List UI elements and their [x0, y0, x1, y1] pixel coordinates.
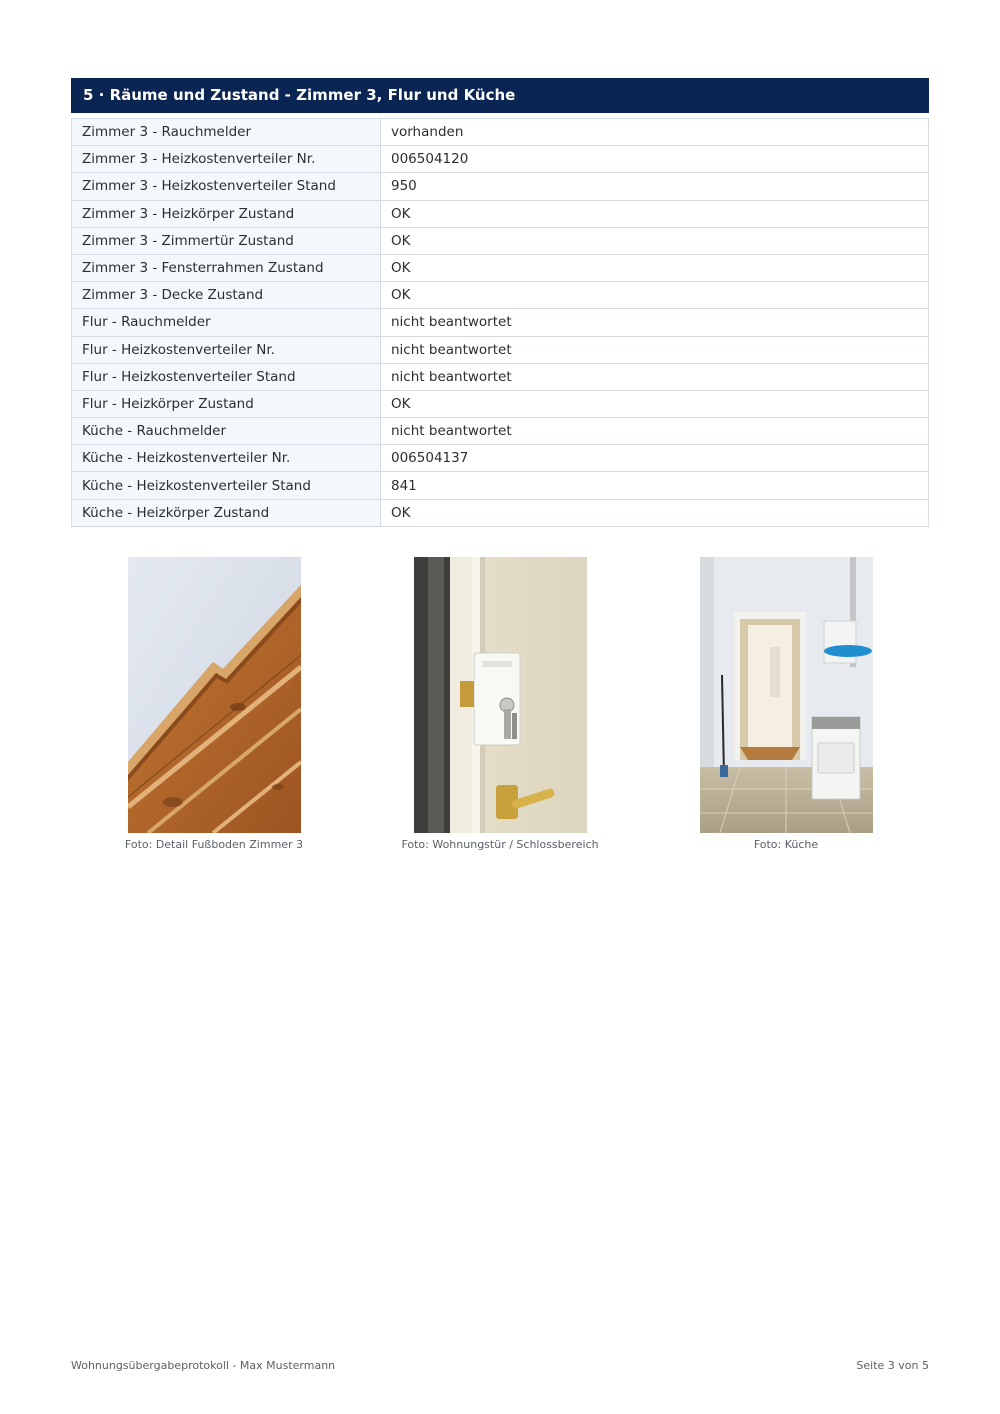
table-row	[72, 418, 929, 445]
row-value: OK	[381, 282, 929, 309]
row-value: 950	[381, 173, 929, 200]
row-value: nicht beantwortet	[381, 418, 929, 445]
photo-floor-detail	[71, 557, 357, 851]
table-row	[72, 472, 929, 499]
table-row	[72, 499, 929, 526]
photo-kitchen	[643, 557, 929, 851]
row-value: 006504137	[381, 445, 929, 472]
condition-table	[71, 118, 929, 527]
table-row	[72, 282, 929, 309]
table-row	[72, 336, 929, 363]
row-label: Zimmer 3 - Fensterrahmen Zustand	[72, 254, 381, 281]
door-lock-photo	[414, 557, 587, 833]
photo-door-lock	[357, 557, 643, 851]
section-title: 5 · Räume und Zustand - Zimmer 3, Flur und Küche	[71, 78, 929, 113]
row-label: Flur - Rauchmelder	[72, 309, 381, 336]
table-row	[72, 390, 929, 417]
row-value: OK	[381, 227, 929, 254]
table-row	[72, 173, 929, 200]
row-value: nicht beantwortet	[381, 309, 929, 336]
floor-photo	[128, 557, 301, 833]
row-label: Zimmer 3 - Decke Zustand	[72, 282, 381, 309]
row-label: Küche - Heizkostenverteiler Nr.	[72, 445, 381, 472]
row-label: Küche - Rauchmelder	[72, 418, 381, 445]
row-label: Küche - Heizkostenverteiler Stand	[72, 472, 381, 499]
row-label: Flur - Heizkörper Zustand	[72, 390, 381, 417]
row-value: OK	[381, 499, 929, 526]
row-value: nicht beantwortet	[381, 336, 929, 363]
photo-caption: Foto: Wohnungstür / Schlossbereich	[401, 838, 599, 851]
row-value: OK	[381, 200, 929, 227]
row-value: OK	[381, 390, 929, 417]
table-row	[72, 227, 929, 254]
row-label: Küche - Heizkörper Zustand	[72, 499, 381, 526]
row-label: Zimmer 3 - Heizkostenverteiler Nr.	[72, 146, 381, 173]
row-value: 841	[381, 472, 929, 499]
row-label: Zimmer 3 - Zimmertür Zustand	[72, 227, 381, 254]
row-value: vorhanden	[381, 119, 929, 146]
table-row	[72, 200, 929, 227]
photo-caption: Foto: Detail Fußboden Zimmer 3	[124, 838, 304, 851]
table-row	[72, 254, 929, 281]
row-value: OK	[381, 254, 929, 281]
row-value: nicht beantwortet	[381, 363, 929, 390]
row-label: Zimmer 3 - Rauchmelder	[72, 119, 381, 146]
table-row	[72, 445, 929, 472]
row-label: Flur - Heizkostenverteiler Nr.	[72, 336, 381, 363]
kitchen-photo	[700, 557, 873, 833]
table-row	[72, 146, 929, 173]
table-row	[72, 363, 929, 390]
row-value: 006504120	[381, 146, 929, 173]
table-row	[72, 309, 929, 336]
row-label: Zimmer 3 - Heizkostenverteiler Stand	[72, 173, 381, 200]
row-label: Zimmer 3 - Heizkörper Zustand	[72, 200, 381, 227]
table-row	[72, 119, 929, 146]
footer-document-title: Wohnungsübergabeprotokoll - Max Mustermann	[71, 1359, 336, 1372]
row-label: Flur - Heizkostenverteiler Stand	[72, 363, 381, 390]
photo-caption: Foto: Küche	[753, 838, 819, 851]
footer-page-number: Seite 3 von 5	[856, 1359, 929, 1372]
